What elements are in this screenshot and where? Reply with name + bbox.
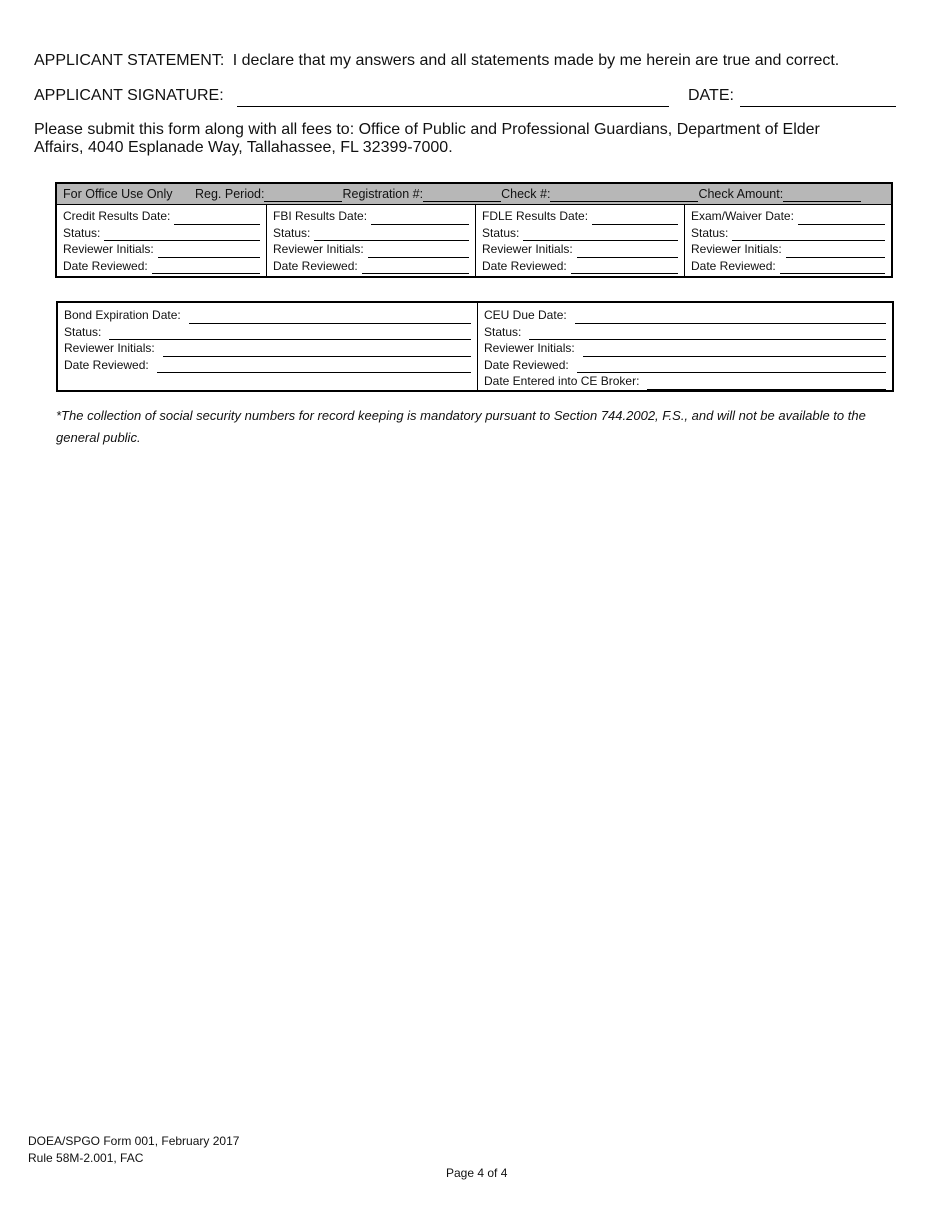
fdle-status-label: Status: — [482, 225, 520, 240]
check-label: Check #: — [501, 187, 551, 201]
ceu-due-field[interactable] — [575, 311, 886, 324]
fbi-status-field[interactable] — [314, 228, 469, 241]
signature-label: APPLICANT SIGNATURE: — [34, 87, 224, 104]
exam-status-label: Status: — [691, 225, 729, 240]
exam-waiver-cell — [684, 205, 891, 276]
check-amount-field[interactable] — [783, 189, 861, 202]
exam-waiver-field[interactable] — [798, 212, 885, 225]
fbi-date-reviewed-label: Date Reviewed: — [273, 258, 358, 273]
footer-rule: Rule 58M-2.001, FAC — [28, 1151, 144, 1165]
exam-date-reviewed-label: Date Reviewed: — [691, 258, 776, 273]
credit-reviewer-label: Reviewer Initials: — [63, 242, 154, 256]
applicant-statement — [34, 52, 839, 70]
exam-waiver-label: Exam/Waiver Date: — [691, 209, 794, 223]
credit-reviewer-field[interactable] — [158, 245, 260, 258]
bond-expiration-field[interactable] — [189, 311, 471, 324]
exam-status-field[interactable] — [732, 228, 885, 241]
bond-reviewer-field[interactable] — [163, 344, 471, 357]
statement-label: APPLICANT STATEMENT: — [34, 52, 225, 69]
bond-ceu-box — [56, 301, 894, 392]
signature-field[interactable] — [237, 106, 669, 107]
ceu-status-field[interactable] — [529, 327, 886, 340]
fbi-date-reviewed-field[interactable] — [362, 261, 469, 274]
ceu-date-reviewed-label: Date Reviewed: — [484, 357, 569, 372]
check-field[interactable] — [550, 189, 698, 202]
fdle-reviewer-label: Reviewer Initials: — [482, 242, 573, 256]
footer-form-id: DOEA/SPGO Form 001, February 2017 — [28, 1134, 240, 1148]
ceu-cell — [477, 303, 892, 390]
ssn-note: *The collection of social security numbers for record keeping is mandatory pursuant to Section 744.2002, F.S., and will not be available to the general public. — [56, 408, 866, 445]
credit-status-field[interactable] — [104, 228, 260, 241]
fbi-results-field[interactable] — [371, 212, 469, 225]
date-field[interactable] — [740, 106, 896, 107]
results-grid — [57, 205, 891, 276]
bond-status-field[interactable] — [109, 327, 471, 340]
reg-period-label: Reg. Period: — [195, 187, 265, 201]
fbi-reviewer-label: Reviewer Initials: — [273, 242, 364, 256]
bond-date-reviewed-field[interactable] — [157, 360, 471, 373]
office-use-title: For Office Use Only — [63, 187, 173, 201]
submit-line-2: Affairs, 4040 Esplanade Way, Tallahassee, FL 32399-7000. — [34, 139, 453, 156]
date-label: DATE: — [688, 87, 734, 104]
credit-results-cell — [57, 205, 266, 276]
bond-ceu-grid — [58, 303, 892, 390]
fbi-results-label: FBI Results Date: — [273, 209, 368, 223]
submit-instructions — [34, 121, 820, 157]
fdle-date-reviewed-field[interactable] — [571, 261, 678, 274]
exam-reviewer-label: Reviewer Initials: — [691, 242, 782, 256]
bond-reviewer-label: Reviewer Initials: — [64, 341, 155, 355]
bond-date-reviewed-label: Date Reviewed: — [64, 357, 149, 372]
exam-date-reviewed-field[interactable] — [780, 261, 885, 274]
credit-date-reviewed-label: Date Reviewed: — [63, 258, 148, 273]
office-use-header — [57, 184, 891, 205]
ceu-reviewer-label: Reviewer Initials: — [484, 341, 575, 355]
exam-reviewer-field[interactable] — [786, 245, 885, 258]
credit-status-label: Status: — [63, 225, 101, 240]
ceu-reviewer-field[interactable] — [583, 344, 886, 357]
page-number: Page 4 of 4 — [446, 1166, 508, 1180]
check-amount-label: Check Amount: — [698, 187, 784, 201]
credit-date-reviewed-field[interactable] — [152, 261, 260, 274]
registration-label: Registration #: — [342, 187, 424, 201]
ceu-status-label: Status: — [484, 324, 522, 339]
fdle-results-field[interactable] — [592, 212, 678, 225]
fdle-results-label: FDLE Results Date: — [482, 209, 589, 223]
fdle-date-reviewed-label: Date Reviewed: — [482, 258, 567, 273]
submit-line-1: Please submit this form along with all fees to: Office of Public and Professional Guardians, Department of Elder — [34, 121, 820, 138]
fdle-results-cell — [475, 205, 684, 276]
ceu-date-reviewed-field[interactable] — [577, 360, 886, 373]
ce-broker-label: Date Entered into CE Broker: — [484, 374, 640, 388]
credit-results-field[interactable] — [174, 212, 260, 225]
ceu-due-label: CEU Due Date: — [484, 308, 567, 322]
fdle-reviewer-field[interactable] — [577, 245, 678, 258]
bond-status-label: Status: — [64, 324, 102, 339]
registration-field[interactable] — [423, 189, 501, 202]
bond-expiration-label: Bond Expiration Date: — [64, 308, 181, 322]
fbi-results-cell — [266, 205, 475, 276]
reg-period-field[interactable] — [264, 189, 342, 202]
credit-results-label: Credit Results Date: — [63, 209, 171, 223]
ce-broker-field[interactable] — [647, 377, 886, 390]
bond-cell — [58, 303, 477, 390]
office-use-box — [55, 182, 893, 278]
fdle-status-field[interactable] — [523, 228, 678, 241]
statement-text: I declare that my answers and all statements made by me herein are true and correct. — [232, 52, 840, 69]
fbi-reviewer-field[interactable] — [368, 245, 469, 258]
fbi-status-label: Status: — [273, 225, 311, 240]
